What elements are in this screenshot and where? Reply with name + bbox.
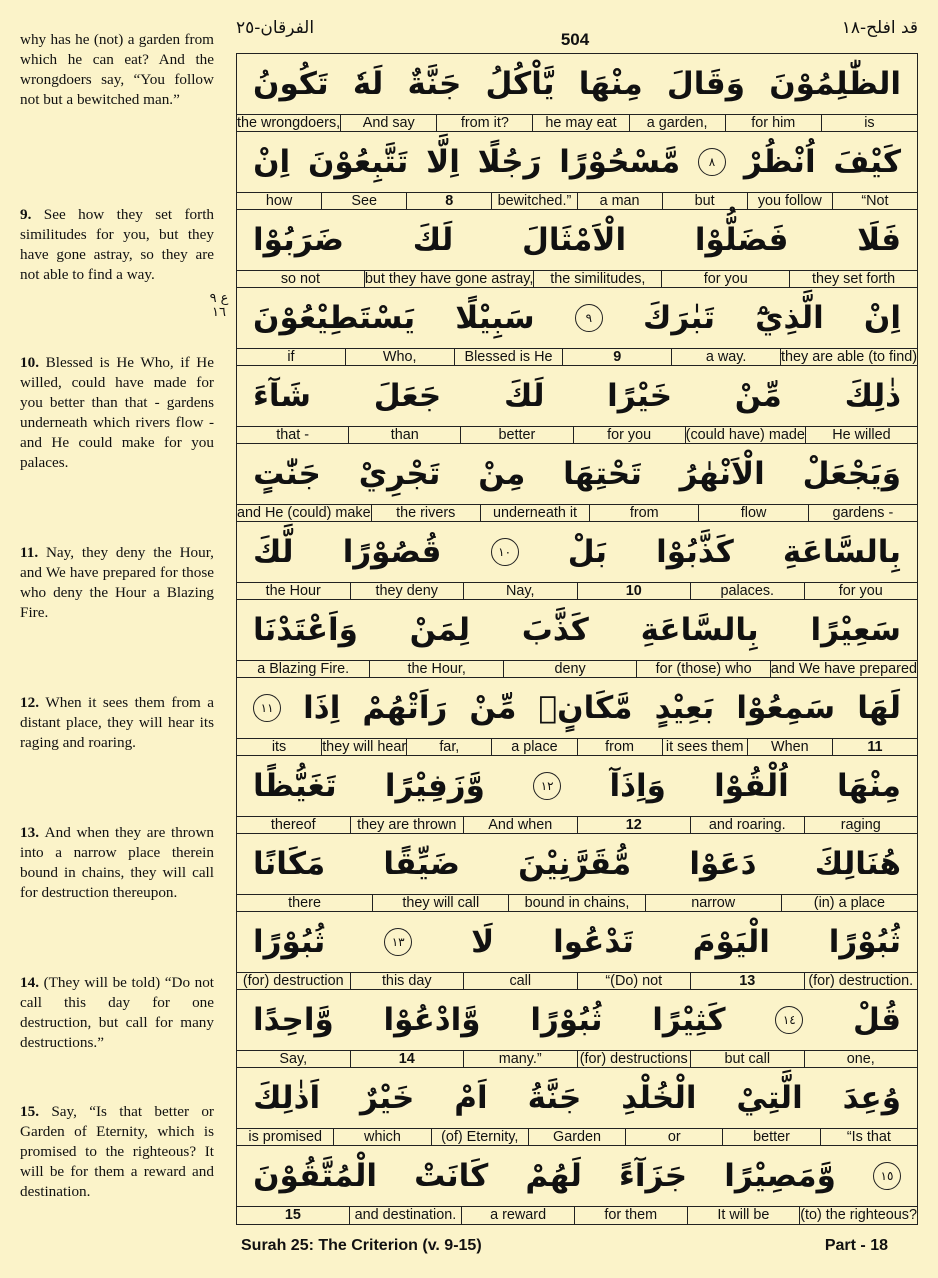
- arabic-word: وَّادْعُوْا: [383, 1002, 481, 1038]
- english-word: far,: [406, 739, 491, 756]
- translation-verse: [20, 353, 214, 473]
- grid-row: [237, 1146, 917, 1224]
- arabic-word: ذٰلِكَ: [844, 378, 901, 414]
- english-word: a garden,: [629, 115, 725, 132]
- grid-row: [237, 756, 917, 834]
- arabic-word: مِّنْ: [469, 690, 517, 726]
- english-word: that -: [276, 427, 309, 443]
- arabic-word: بَعِيْدٍ: [654, 690, 715, 726]
- arabic-word: تَدْعُوا: [553, 924, 634, 960]
- english-word: and He (could) make: [237, 505, 371, 521]
- verse-end-marker: ١٢: [533, 772, 561, 800]
- translation-text: And when they are thrown into a narrow place therein bound in chains, they will call for destruction thereupon.: [20, 824, 215, 901]
- english-gloss-line: [237, 972, 917, 990]
- arabic-word: وَاَعْتَدْنَا: [253, 612, 358, 648]
- arabic-line: [237, 366, 917, 426]
- grid-row: [237, 600, 917, 678]
- arabic-word: لِمَنْ: [409, 612, 470, 648]
- arabic-word: خَيْرٌ: [360, 1080, 415, 1116]
- translation-verse: [20, 1102, 214, 1202]
- english-word: (for) destruction: [242, 973, 344, 989]
- verse-end-marker: ١٠: [491, 538, 519, 566]
- english-word: they will call: [372, 895, 508, 912]
- arabic-word: وَّزَفِيْرًا: [384, 768, 485, 804]
- verse-number: 14.: [20, 974, 44, 991]
- arabic-word: قُصُوْرًا: [342, 534, 442, 570]
- arabic-word: يَّاْكُلُ: [485, 66, 555, 102]
- english-word: When: [747, 739, 832, 756]
- english-word: the wrongdoers,: [236, 115, 341, 131]
- translation-text: Blessed is He Who, if He willed, could have made for you better than that - gardens underneath which rivers flow - and He could make for you palaces.: [20, 354, 214, 471]
- english-word: the similitudes,: [533, 271, 661, 288]
- arabic-word: كَانَتْ: [414, 1158, 489, 1194]
- arabic-word: وُعِدَ: [842, 1080, 901, 1116]
- arabic-word: لَهُمْ: [525, 1158, 582, 1194]
- english-gloss-line: [237, 894, 917, 912]
- grid-row: [237, 522, 917, 600]
- arabic-word: كَذَّبَ: [521, 612, 589, 648]
- arabic-word: فَضَلُّوْا: [694, 222, 789, 258]
- english-gloss-line: [237, 582, 917, 600]
- english-word: but call: [690, 1051, 804, 1068]
- arabic-word: تَبٰرَكَ: [642, 300, 715, 336]
- english-word: bound in chains,: [508, 895, 644, 912]
- grid-row: [237, 912, 917, 990]
- translation-verse: [20, 693, 214, 753]
- english-word: It will be: [687, 1207, 800, 1224]
- arabic-word: بِالسَّاعَةِ: [640, 612, 759, 648]
- arabic-word: جَنَّةٌ: [407, 66, 462, 102]
- arabic-word: مِنْ: [478, 456, 526, 492]
- translation-verse: [20, 543, 214, 623]
- arabic-word: وَقَالَ: [666, 66, 745, 102]
- english-gloss-line: [237, 1050, 917, 1068]
- arabic-word: مَّكَانٍۢ: [538, 690, 633, 726]
- english-word: for him: [725, 115, 821, 132]
- english-gloss-line: [237, 504, 917, 522]
- english-word: the rivers: [371, 505, 480, 522]
- english-word: it sees them: [662, 739, 747, 756]
- arabic-line: [237, 444, 917, 504]
- english-word: a Blazing Fire.: [257, 661, 350, 677]
- english-word: you follow: [747, 193, 832, 210]
- english-word: flow: [698, 505, 807, 522]
- arabic-word: تَغَيُّظًا: [253, 768, 337, 804]
- english-word: Nay,: [463, 583, 577, 600]
- grid-row: [237, 288, 917, 366]
- english-word: the Hour,: [369, 661, 502, 678]
- verse-number: 15.: [20, 1103, 52, 1120]
- translation-verse: [20, 823, 214, 903]
- arabic-word: دَعَوْا: [689, 846, 757, 882]
- english-word: is promised: [248, 1129, 322, 1145]
- english-word: And say: [340, 115, 436, 132]
- arabic-line: [237, 288, 917, 348]
- arabic-word: اُلْقُوْا: [714, 768, 789, 804]
- arabic-word: لَكَ: [412, 222, 454, 258]
- arabic-word: مَّسْحُوْرًا: [559, 144, 681, 180]
- arabic-line: [237, 54, 917, 114]
- arabic-word: كَثِيْرًا: [652, 1002, 726, 1038]
- english-gloss-line: [237, 426, 917, 444]
- arabic-word: الظّٰلِمُوْنَ: [769, 66, 901, 102]
- arabic-line: [237, 600, 917, 660]
- translation-text: Nay, they deny the Hour, and We have prepared for those who deny the Hour a Blazing Fire.: [20, 544, 214, 621]
- english-gloss-line: [237, 348, 917, 366]
- english-word: better: [460, 427, 572, 444]
- english-word: they set forth: [789, 271, 917, 288]
- english-word: bewitched.”: [491, 193, 576, 210]
- english-word: gardens -: [808, 505, 917, 522]
- arabic-word: الْاَنْهٰرُ: [679, 456, 765, 492]
- arabic-word: وَّاحِدًا: [253, 1002, 334, 1038]
- grid-row: [237, 834, 917, 912]
- english-gloss-line: [237, 1128, 917, 1146]
- grid-row: [237, 210, 917, 288]
- english-word: for you: [804, 583, 918, 600]
- english-word: for (those) who: [636, 661, 769, 678]
- arabic-word: لَهَا: [857, 690, 901, 726]
- english-gloss-line: [237, 192, 917, 210]
- translation-text: (They will be told) “Do not call this day for one destruction, but call for many destructions.”: [20, 974, 215, 1051]
- arabic-line: [237, 210, 917, 270]
- verse-end-marker: ١٤: [775, 1006, 803, 1034]
- english-word: if: [287, 349, 295, 365]
- verse-number-cell: 11: [832, 739, 917, 756]
- grid-row: [237, 54, 917, 132]
- english-word: “Not: [832, 193, 917, 210]
- grid-row: [237, 132, 917, 210]
- verse-number-cell: 12: [577, 817, 691, 834]
- grid-row: [237, 990, 917, 1068]
- arabic-word: ضَرَبُوْا: [253, 222, 344, 258]
- verse-number-cell: 15: [284, 1207, 301, 1223]
- translation-text: When it sees them from a distant place, they will hear its raging and roaring.: [20, 694, 215, 751]
- english-word: he may eat: [532, 115, 628, 132]
- translation-verse: [20, 30, 214, 110]
- arabic-word: يَسْتَطِيْعُوْنَ: [253, 300, 416, 336]
- english-word: and roaring.: [690, 817, 804, 834]
- verse-end-marker: ١١: [253, 694, 281, 722]
- arabic-word: اِذَا: [303, 690, 341, 726]
- arabic-word: ثُبُوْرًا: [530, 1002, 603, 1038]
- arabic-word: تَتَّبِعُوْنَ: [307, 144, 409, 180]
- verse-number: 9.: [20, 206, 44, 223]
- arabic-word: هُنَالِكَ: [814, 846, 901, 882]
- grid-row: [237, 444, 917, 522]
- english-gloss-line: [237, 738, 917, 756]
- english-word: better: [722, 1129, 819, 1146]
- english-word: from: [577, 739, 662, 756]
- arabic-word: اَذٰلِكَ: [253, 1080, 321, 1116]
- english-word: this day: [350, 973, 464, 990]
- english-word: but they have gone astray,: [364, 271, 534, 287]
- english-word: call: [463, 973, 577, 990]
- grid-row: [237, 678, 917, 756]
- arabic-word: جَنّٰتٍ: [253, 456, 321, 492]
- arabic-line: [237, 990, 917, 1050]
- verse-end-marker: ١٥: [873, 1162, 901, 1190]
- arabic-word: رَجُلًا: [477, 144, 542, 180]
- word-by-word-grid: [236, 53, 918, 1225]
- arabic-word: جَزَآءً: [619, 1158, 688, 1194]
- english-word: for you: [661, 271, 789, 288]
- english-word: “Is that: [820, 1129, 917, 1146]
- english-word: one,: [804, 1051, 918, 1068]
- arabic-word: بَلْ: [567, 534, 608, 570]
- english-word: a place: [491, 739, 576, 756]
- english-word: how: [265, 193, 293, 209]
- arabic-word: تَحْتِهَا: [563, 456, 642, 492]
- english-word: palaces.: [690, 583, 804, 600]
- arabic-word: اِلَّا: [426, 144, 460, 180]
- english-word: they are thrown: [350, 817, 464, 834]
- english-word: for them: [574, 1207, 687, 1224]
- arabic-word: تَجْرِيْ: [358, 456, 441, 492]
- arabic-word: سَعِيْرًا: [810, 612, 901, 648]
- english-word: its: [271, 739, 287, 755]
- arabic-word: بِالسَّاعَةِ: [782, 534, 901, 570]
- english-word: thereof: [270, 817, 316, 833]
- verse-end-marker: ٨: [698, 148, 726, 176]
- arabic-word: جَنَّةُ: [527, 1080, 582, 1116]
- arabic-word: الْخُلْدِ: [621, 1080, 697, 1116]
- english-gloss-line: [237, 270, 917, 288]
- verse-number: 13.: [20, 824, 45, 841]
- arabic-word: كَذَّبُوْا: [656, 534, 734, 570]
- english-word: many.”: [463, 1051, 577, 1068]
- english-word: narrow: [645, 895, 781, 912]
- arabic-line: [237, 678, 917, 738]
- arabic-word: جَعَلَ: [373, 378, 442, 414]
- footer-surah-title: Surah 25: The Criterion (v. 9-15): [241, 1237, 482, 1254]
- english-gloss-line: [237, 816, 917, 834]
- verse-number-cell: 14: [350, 1051, 464, 1068]
- english-word: Say,: [279, 1051, 308, 1067]
- english-word: but: [662, 193, 747, 210]
- translation-verse: [20, 973, 214, 1053]
- arabic-word: قُلْ: [853, 1002, 901, 1038]
- page-number: 504: [560, 30, 590, 49]
- arabic-word: لَّكَ: [253, 534, 294, 570]
- arabic-word: خَيْرًا: [607, 378, 673, 414]
- verse-end-marker: ١٣: [384, 928, 412, 956]
- english-word: from it?: [436, 115, 532, 132]
- english-word: is: [821, 115, 917, 132]
- arabic-word: الْمُتَّقُوْنَ: [253, 1158, 377, 1194]
- translation-text: Say, “Is that better or Garden of Eternity, which is promised to the righteous? It will be for them a reward and destination.: [20, 1103, 214, 1200]
- arabic-word: مِّنْ: [734, 378, 782, 414]
- arabic-line: [237, 912, 917, 972]
- arabic-word: وَّمَصِيْرًا: [724, 1158, 836, 1194]
- english-word: Blessed is He: [454, 349, 563, 366]
- arabic-word: ضَيِّقًا: [383, 846, 460, 882]
- arabic-word: الَّذِيْٓ: [755, 300, 824, 336]
- arabic-line: [237, 132, 917, 192]
- arabic-word: سَبِيْلًا: [455, 300, 535, 336]
- arabic-word: الْاَمْثَالَ: [521, 222, 627, 258]
- footer-part-number: Part - 18: [824, 1237, 888, 1254]
- arabic-word: وَاِذَآ: [609, 768, 666, 804]
- arabic-word: فَلَا: [857, 222, 901, 258]
- english-word: than: [348, 427, 460, 444]
- grid-row: [237, 1068, 917, 1146]
- verse-number-cell: 8: [406, 193, 491, 210]
- arabic-word: مَكَانًا: [253, 846, 326, 882]
- english-word: Garden: [528, 1129, 625, 1146]
- english-word: they will hear: [322, 739, 407, 755]
- verse-number-cell: 13: [690, 973, 804, 990]
- verse-number-cell: 10: [577, 583, 691, 600]
- grid-row: [237, 366, 917, 444]
- english-gloss-line: [237, 660, 917, 678]
- arabic-word: اُنْظُرْ: [743, 144, 816, 180]
- english-word: He willed: [805, 427, 917, 444]
- arabic-word: لَا: [471, 924, 495, 960]
- arabic-word: مِنْهَا: [578, 66, 643, 102]
- english-word: raging: [804, 817, 918, 834]
- arabic-word: وَيَجْعَلْ: [802, 456, 901, 492]
- english-word: and destination.: [349, 1207, 462, 1224]
- english-word: (could have) made: [685, 427, 805, 443]
- english-word: a reward: [461, 1207, 574, 1224]
- arabic-word: لَهٗ: [352, 66, 384, 102]
- header-part-name-arabic: قد افلح-١٨: [841, 18, 918, 38]
- verse-end-marker: ٩: [575, 304, 603, 332]
- verse-number: 11.: [20, 544, 46, 561]
- english-word: underneath it: [480, 505, 589, 522]
- english-word: (in) a place: [781, 895, 917, 912]
- english-word: (to) the righteous?: [800, 1207, 917, 1223]
- english-word: there: [288, 895, 321, 911]
- arabic-word: الْيَوْمَ: [692, 924, 770, 960]
- english-gloss-line: [237, 114, 917, 132]
- arabic-word: كَيْفَ: [833, 144, 901, 180]
- english-word: the Hour: [265, 583, 321, 599]
- arabic-line: [237, 1146, 917, 1206]
- english-word: which: [333, 1129, 430, 1146]
- arabic-word: رَاَتْهُمْ: [362, 690, 448, 726]
- arabic-word: تَكُونُ: [253, 66, 329, 102]
- english-word: (for) destructions: [577, 1051, 691, 1068]
- arabic-word: اِنْ: [863, 300, 901, 336]
- english-word: See: [321, 193, 406, 210]
- rukuh-mark: ع ٩ ١٦: [209, 291, 229, 320]
- arabic-line: [237, 834, 917, 894]
- english-word: or: [625, 1129, 722, 1146]
- translation-text: why has he (not) a garden from which he can eat? And the wrongdoers say, “You follow not but a bewitched man.”: [20, 31, 214, 108]
- english-word: a way.: [671, 349, 780, 366]
- arabic-word: مِنْهَا: [837, 768, 901, 804]
- translation-text: See how they set forth similitudes for you, but they have gone astray, so they are not able to find a way.: [20, 206, 215, 283]
- english-word: (of) Eternity,: [431, 1129, 528, 1146]
- english-word: they are able (to find): [781, 349, 917, 365]
- arabic-line: [237, 522, 917, 582]
- english-gloss-line: [237, 1206, 917, 1224]
- arabic-word: الَّتِيْ: [736, 1080, 803, 1116]
- arabic-word: شَآءَ: [253, 378, 312, 414]
- english-word: for you: [573, 427, 685, 444]
- arabic-line: [237, 1068, 917, 1128]
- english-word: from: [589, 505, 698, 522]
- verse-number: 10.: [20, 354, 46, 371]
- english-word: a man: [577, 193, 662, 210]
- translation-verse: [20, 205, 214, 285]
- arabic-word: مُّقَرَّنِيْنَ: [518, 846, 632, 882]
- verse-number-cell: 9: [562, 349, 671, 366]
- arabic-word: ثُبُوْرًا: [253, 924, 326, 960]
- arabic-word: ثُبُوْرًا: [828, 924, 901, 960]
- english-word: “(Do) not: [577, 973, 691, 990]
- english-word: deny: [503, 661, 636, 678]
- arabic-line: [237, 756, 917, 816]
- english-word: (for) destruction.: [804, 973, 918, 990]
- english-word: Who,: [345, 349, 454, 366]
- arabic-word: اَمْ: [454, 1080, 488, 1116]
- english-word: they deny: [350, 583, 464, 600]
- arabic-word: اِنْ: [253, 144, 291, 180]
- english-word: And when: [463, 817, 577, 834]
- header-surah-name-arabic: الفرقان-٢٥: [236, 18, 315, 38]
- arabic-word: لَكَ: [503, 378, 545, 414]
- english-word: and We have prepared: [770, 661, 917, 677]
- english-word: so not: [280, 271, 321, 287]
- verse-number: 12.: [20, 694, 46, 711]
- arabic-word: سَمِعُوْا: [736, 690, 836, 726]
